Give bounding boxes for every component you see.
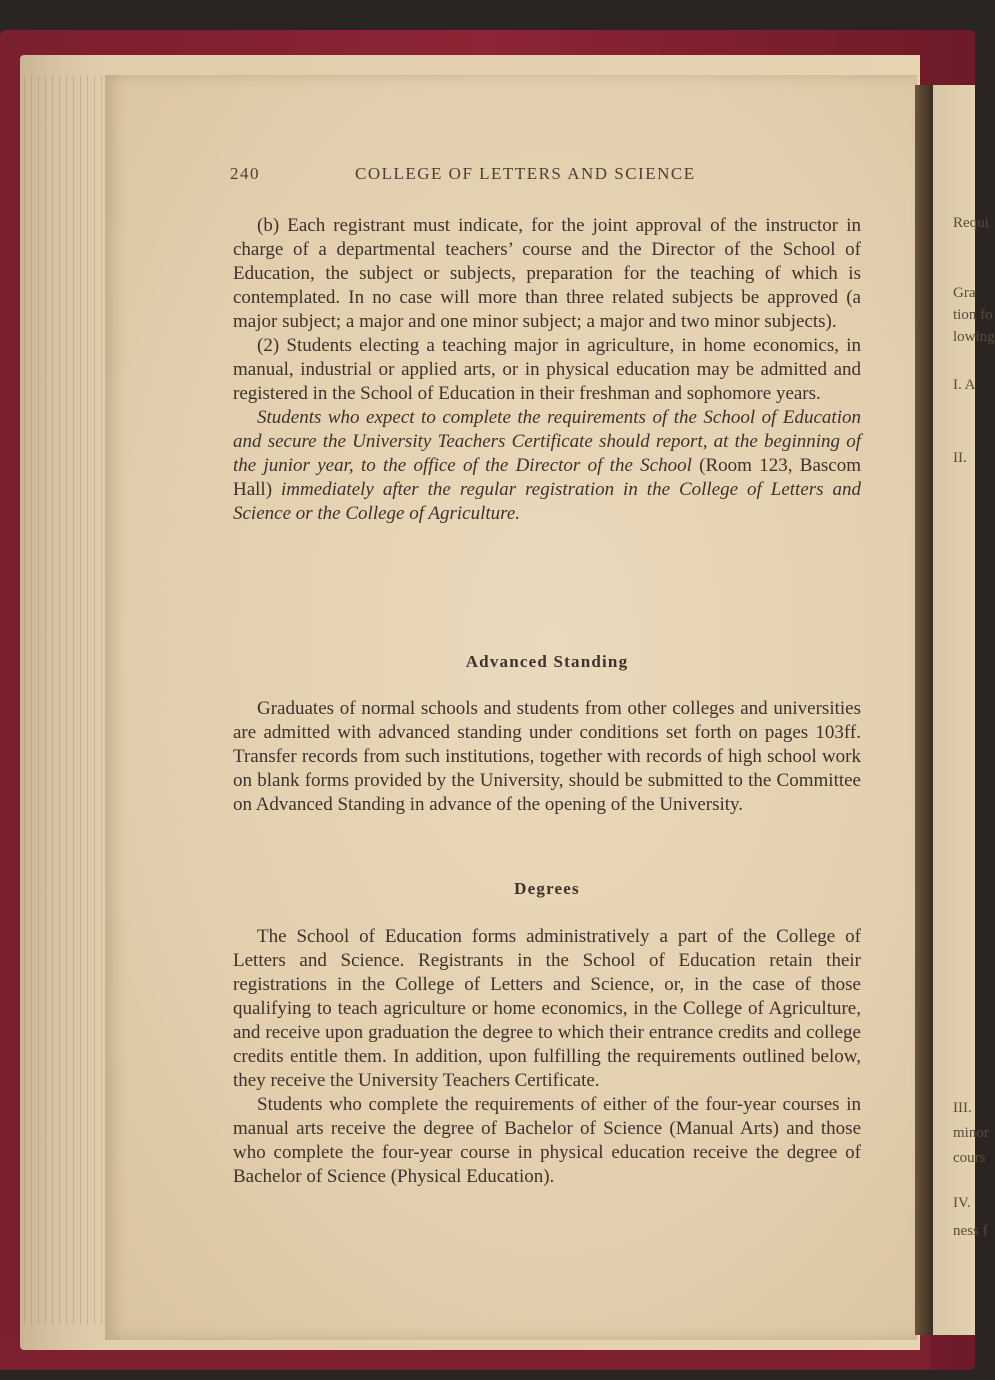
facing-page-fragment: Requi xyxy=(953,215,989,231)
paragraph-b: (b) Each registrant must indicate, for the joint approval of the instructor in charge of a departmental teachers’ course and the Director of the School of Education, the subject or subjects, preparation for the teaching of which is contemplated. In no case will more than three related subjects be approved (a major subject; a major and one minor subject; a major and two minor subjects). xyxy=(233,215,861,332)
heading-advanced-standing: Advanced Standing xyxy=(465,652,629,671)
paragraph-advanced: Graduates of normal schools and students from other colleges and universities are admitted with advanced standing under conditions set forth on pages 103ff. Transfer records from such institutions, together with records of high school work on blank forms provided by the University, should be submitted to the Committee on Advanced Standing in advance of the opening of the University. xyxy=(233,698,861,815)
paragraph-degrees-2: Students who complete the requirements of either of the four-year courses in manual arts receive the degree of Bachelor of Science (Manual Arts) and those who complete the four-year course in physical education receive the degree of Bachelor of Science (Physical Education). xyxy=(233,1094,861,1187)
body-text-top xyxy=(233,214,861,526)
facing-page-fragment: cours xyxy=(953,1150,986,1166)
facing-page-fragment: Gra xyxy=(953,285,976,301)
paragraph-students xyxy=(233,406,861,526)
book-gutter xyxy=(915,85,933,1335)
page-number: 240 xyxy=(230,164,260,183)
students-italic-a: Students who expect to complete the requirements of the School of Education and secure the University Teachers Certificate should report, at the beginning of the junior year, to the office of the Director of the School xyxy=(233,407,861,476)
body-text-degrees xyxy=(233,925,861,1189)
facing-page-fragment: IV. xyxy=(953,1195,971,1211)
paragraph-degrees-1: The School of Education forms administratively a part of the College of Letters and Science. Registrants in the School of Education retain their registrations in the College of Letters and Science, or, in the case of those qualifying to teach agriculture or home economics, in the College of Agriculture, and receive upon graduation the degree to which their entrance credits and college credits entitle them. In addition, upon fulfilling the requirements outlined below, they receive the University Teachers Certificate. xyxy=(233,926,861,1091)
page-edges xyxy=(24,75,114,1325)
facing-page-fragment: ness f xyxy=(953,1223,988,1239)
running-head-title: COLLEGE OF LETTERS AND SCIENCE xyxy=(355,164,696,183)
facing-page-fragment: II. xyxy=(953,450,967,466)
body-text-advanced xyxy=(233,697,861,817)
facing-page-fragment: tion fo xyxy=(953,307,993,323)
paragraph-2: (2) Students electing a teaching major in agriculture, in home economics, in manual, industrial or applied arts, or in physical education may be admitted and registered in the School of Education in their freshman and sophomore years. xyxy=(233,335,861,404)
facing-page-edge xyxy=(933,85,995,1335)
facing-page-fragment: minor xyxy=(953,1125,989,1141)
facing-page-fragment: lowing xyxy=(953,329,995,345)
running-head xyxy=(230,164,865,188)
facing-page-fragment: I. A xyxy=(953,377,976,393)
students-room: (Room 123, Bascom Hall) xyxy=(233,455,861,500)
students-italic-b: immediately after the regular registration in the College of Letters and Science or the College of Agriculture. xyxy=(233,479,861,524)
heading-degrees: Degrees xyxy=(514,879,580,898)
facing-page-fragment: III. xyxy=(953,1100,972,1116)
